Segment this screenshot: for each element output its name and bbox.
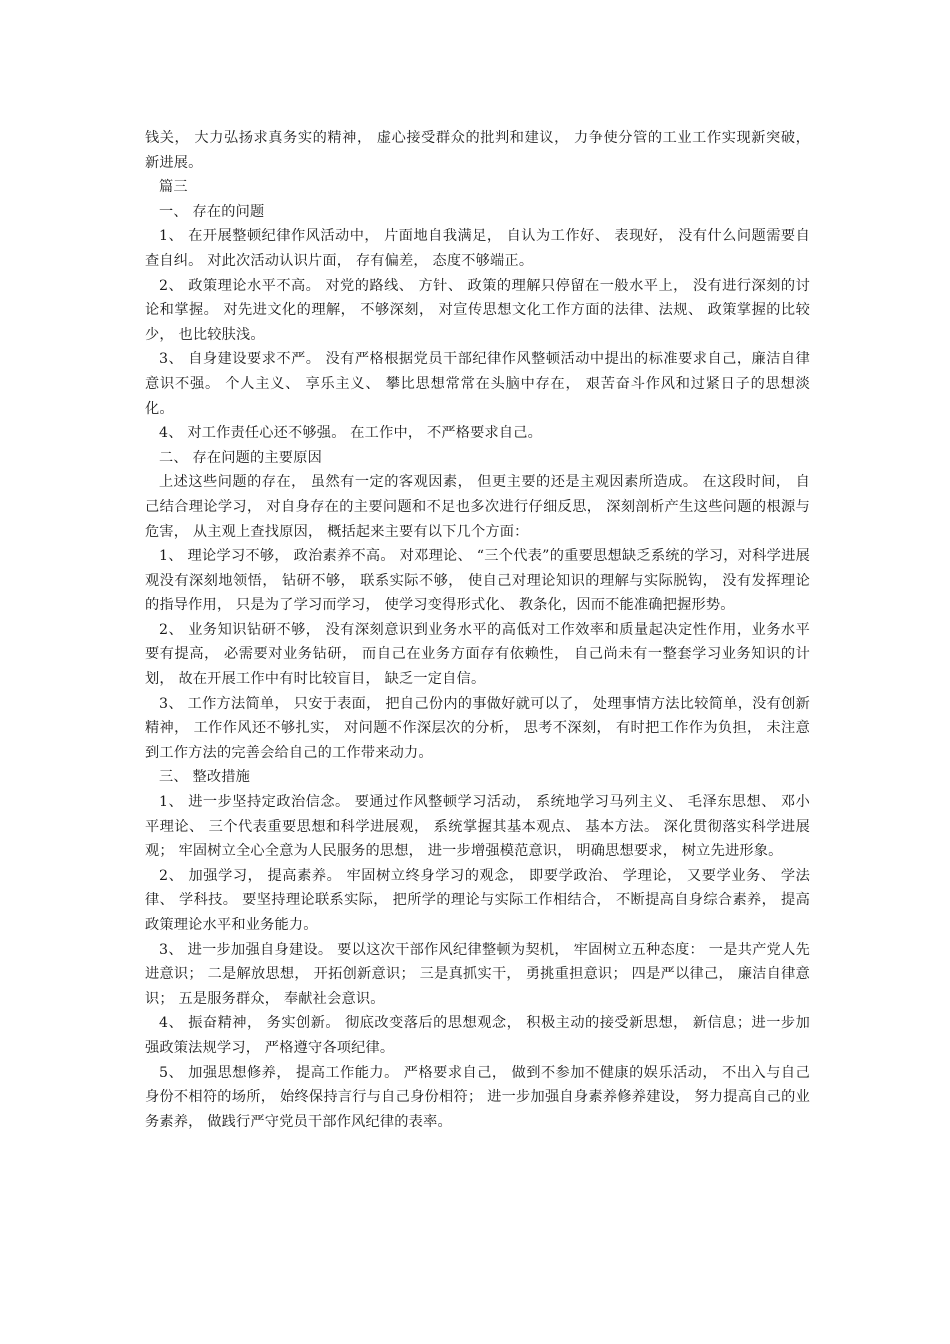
paragraph: 1、 进一步坚持定政治信念。 要通过作风整顿学习活动， 系统地学习马列主义、 毛泽东思想、 邓小平理论、 三个代表重要思想和科学进展观， 系统掌握其基本观点、 基本方法。 深化贯彻落实科学进展观； 牢固树立全心全意为人民服务的思想， 进一步增强模范意识， 明确思想要求， 树立先进形象。 xyxy=(145,794,810,860)
paragraph: 4、 对工作责任心还不够强。 在工作中， 不严格要求自己。 xyxy=(159,425,543,442)
paragraph: 2、 加强学习， 提高素养。 牢固树立终身学习的观念， 即要学政治、 学理论， 又要学业务、 学法律、 学科技。 要坚持理论联系实际， 把所学的理论与实际工作相结合， 不断提高自身综合素养， 提高政策理论水平和业务能力。 xyxy=(145,867,810,933)
paragraph: 1、 在开展整顿纪律作风活动中， 片面地自我满足， 自认为工作好、 表现好， 没有什么问题需要自查自纠。 对此次活动认识片面， 存有偏差， 态度不够端正。 xyxy=(145,228,810,269)
section-heading-1: 一、 存在的问题 xyxy=(159,203,265,220)
section-heading-3: 三、 整改措施 xyxy=(159,769,251,786)
paragraph: 3、 进一步加强自身建设。 要以这次干部作风纪律整顿为契机， 牢固树立五种态度： 一是共产党人先进意识； 二是解放思想， 开拓创新意识； 三是真抓实干， 勇挑重担意识； 四是严以律己， 廉洁自律意识； 五是服务群众， 奉献社会意识。 xyxy=(145,941,810,1007)
paragraph: 2、 业务知识钻研不够， 没有深刻意识到业务水平的高低对工作效率和质量起决定性作用，业务水平要有提高， 必需要对业务钻研， 而自己在业务方面存有依赖性， 自己尚未有一整套学习业务知识的计划， 故在开展工作中有时比较盲目， 缺乏一定自信。 xyxy=(145,621,810,688)
paragraph: 上述这些问题的存在， 虽然有一定的客观因素， 但更主要的还是主观因素所造成。 在这段时间， 自己结合理论学习， 对自身存在的主要问题和不足也多次进行仔细反思， 深刻剖析产生这些问题的根源与危害， 从主观上查找原因， 概括起来主要有以下几个方面： xyxy=(145,474,810,540)
paragraph: 5、 加强思想修养， 提高工作能力。 严格要求自己， 做到不参加不健康的娱乐活动， 不出入与自己身份不相符的场所， 始终保持言行与自己身份相符； 进一步加强自身素养修养建设， 努力提高自己的业务素养， 做践行严守党员干部作风纪律的表率。 xyxy=(145,1064,810,1130)
paragraph: 4、 振奋精神， 务实创新。 彻底改变落后的思想观念， 积极主动的接受新思想， 新信息；进一步加强政策法规学习， 严格遵守各项纪律。 xyxy=(145,1015,810,1056)
paragraph: 1、 理论学习不够， 政治素养不高。 对邓理论、 “三个代表”的重要思想缺乏系统的学习，对科学进展观没有深刻地领悟， 钻研不够， 联系实际不够， 使自己对理论知识的理解与实际脱钩， 没有发挥理论的指导作用， 只是为了学习而学习， 使学习变得形式化、 教条化，因而不能准确把握形势。 xyxy=(145,548,810,614)
paragraph: 3、 工作方法简单， 只安于表面， 把自己份内的事做好就可以了， 处理事情方法比较简单，没有创新精神， 工作作风还不够扎实， 对问题不作深层次的分析， 思考不深刻， 有时把工作作为负担， 未注意到工作方法的完善会给自己的工作带来动力。 xyxy=(145,695,810,761)
paragraph-continuation: 钱关， 大力弘扬求真务实的精神， 虚心接受群众的批判和建议， 力争使分管的工业工作实现新突破， 新进展。 xyxy=(145,130,810,171)
paragraph: 3、 自身建设要求不严。 没有严格根据党员干部纪律作风整顿活动中提出的标准要求自己，廉洁自律意识不强。 个人主义、 享乐主义、 攀比思想常常在头脑中存在， 艰苦奋斗作风和过紧日子的思想淡化。 xyxy=(145,351,810,417)
section-heading-2: 二、 存在问题的主要原因 xyxy=(159,449,322,466)
paragraph: 2、 政策理论水平不高。 对党的路线、 方针、 政策的理解只停留在一般水平上， 没有进行深刻的讨论和掌握。 对先进文化的理解， 不够深刻， 对宣传思想文化工作方面的法律、法规、 政策掌握的比较少， 也比较肤浅。 xyxy=(145,277,810,343)
document-body xyxy=(145,126,810,1134)
chapter-title: 篇三 xyxy=(159,179,188,196)
